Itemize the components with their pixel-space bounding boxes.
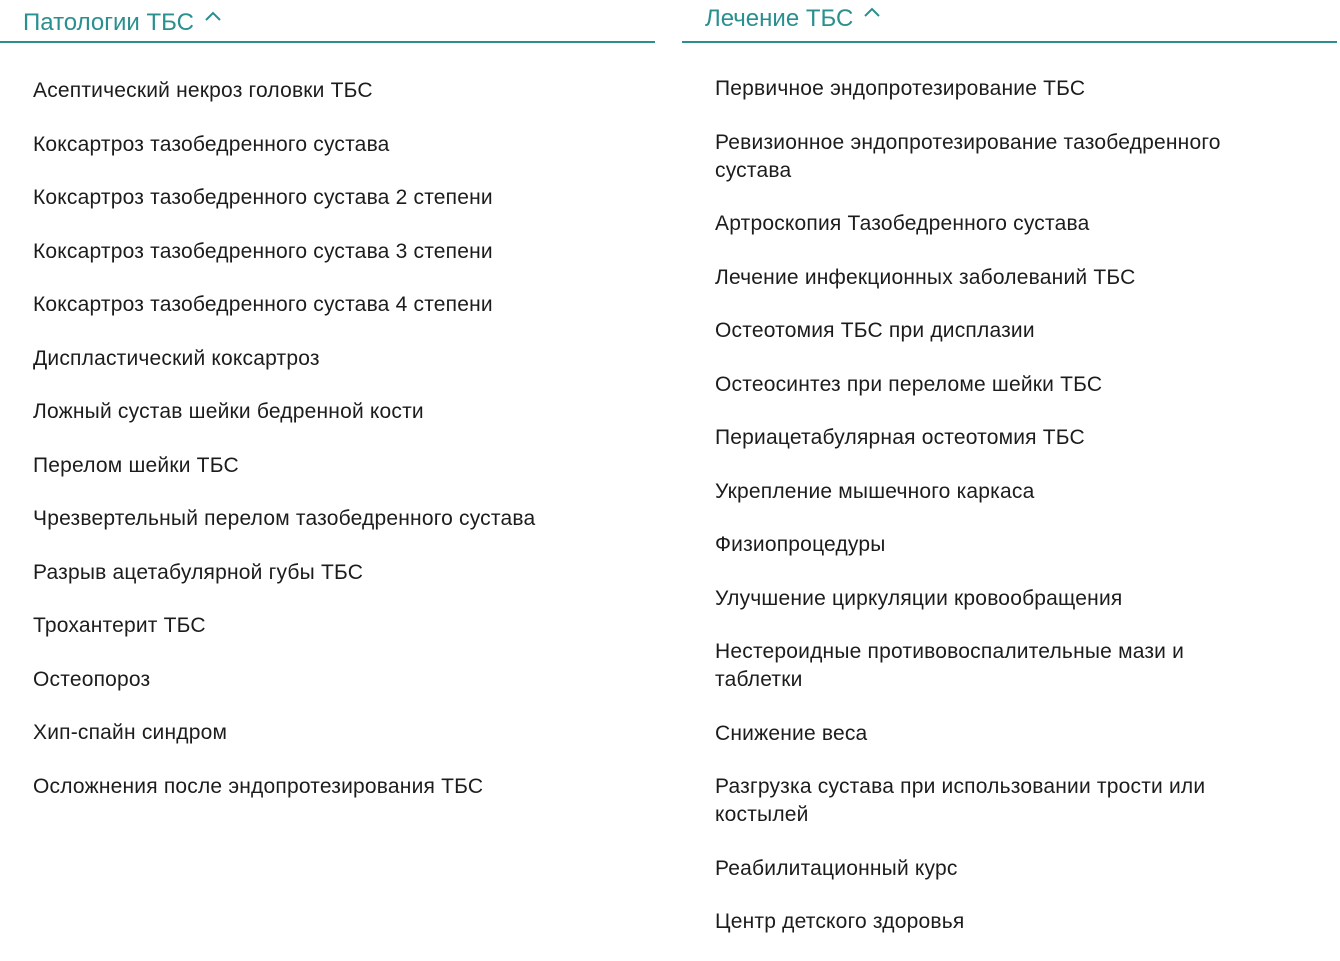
treatment-list: [715, 74, 1275, 961]
list-item[interactable]: Ложный сустав шейки бедренной кости: [33, 400, 424, 423]
list-item[interactable]: Перелом шейки ТБС: [33, 453, 239, 477]
list-item[interactable]: Первичное эндопротезирование ТБС: [715, 77, 1086, 100]
list-item[interactable]: Коксартроз тазобедренного сустава 2 степени: [33, 186, 493, 209]
list-item[interactable]: Коксартроз тазобедренного сустава 4 степени: [33, 293, 493, 316]
list-item[interactable]: Коксартроз тазобедренного сустава: [33, 132, 390, 156]
list-item[interactable]: Реабилитационный курс: [715, 856, 958, 880]
pathologies-title-text: Патологии ТБС: [23, 9, 194, 36]
list-item[interactable]: Трохантерит ТБС: [33, 614, 206, 637]
list-item[interactable]: Укрепление мышечного каркаса: [715, 479, 1035, 503]
list-item[interactable]: Улучшение циркуляции кровообращения: [715, 586, 1123, 610]
list-item[interactable]: Лечение инфекционных заболеваний ТБС: [715, 265, 1136, 289]
treatment-title[interactable]: [705, 5, 881, 33]
list-item[interactable]: Осложнения после эндопротезирования ТБС: [33, 774, 484, 798]
chevron-up-icon[interactable]: [204, 10, 222, 24]
pathologies-list: [33, 76, 643, 825]
list-item[interactable]: Разрыв ацетабулярной губы ТБС: [33, 560, 364, 584]
list-item[interactable]: Остеопороз: [33, 667, 151, 691]
list-item[interactable]: Центр детского здоровья: [715, 910, 965, 933]
list-item[interactable]: Остеосинтез при переломе шейки ТБС: [715, 372, 1103, 396]
pathologies-title[interactable]: [23, 9, 222, 37]
list-item[interactable]: Физиопроцедуры: [715, 533, 886, 556]
chevron-up-icon[interactable]: [863, 6, 881, 20]
treatment-header[interactable]: [682, 0, 1337, 43]
list-item[interactable]: Асептический некроз головки ТБС: [33, 79, 373, 102]
list-item[interactable]: Остеотомия ТБС при дисплазии: [715, 319, 1035, 342]
treatment-section: [682, 0, 1337, 933]
list-item[interactable]: Хип-спайн синдром: [33, 721, 228, 744]
list-item[interactable]: Артроскопия Тазобедренного сустава: [715, 212, 1090, 235]
list-item[interactable]: Разгрузка сустава при использовании трости или костылей: [715, 775, 1206, 826]
list-item[interactable]: Снижение веса: [715, 721, 868, 745]
list-item[interactable]: Ревизионное эндопротезирование тазобедренного сустава: [715, 130, 1221, 182]
list-item[interactable]: Периацетабулярная остеотомия ТБС: [715, 426, 1085, 449]
pathologies-section: [0, 0, 655, 798]
list-item[interactable]: Коксартроз тазобедренного сустава 3 степени: [33, 239, 493, 263]
treatment-title-text: Лечение ТБС: [705, 5, 854, 32]
list-item[interactable]: Диспластический коксартроз: [33, 346, 320, 370]
list-item[interactable]: Нестероидные противовоспалительные мази и таблетки: [715, 640, 1185, 691]
pathologies-header[interactable]: [0, 0, 655, 43]
list-item[interactable]: Чрезвертельный перелом тазобедренного сустава: [33, 507, 536, 530]
